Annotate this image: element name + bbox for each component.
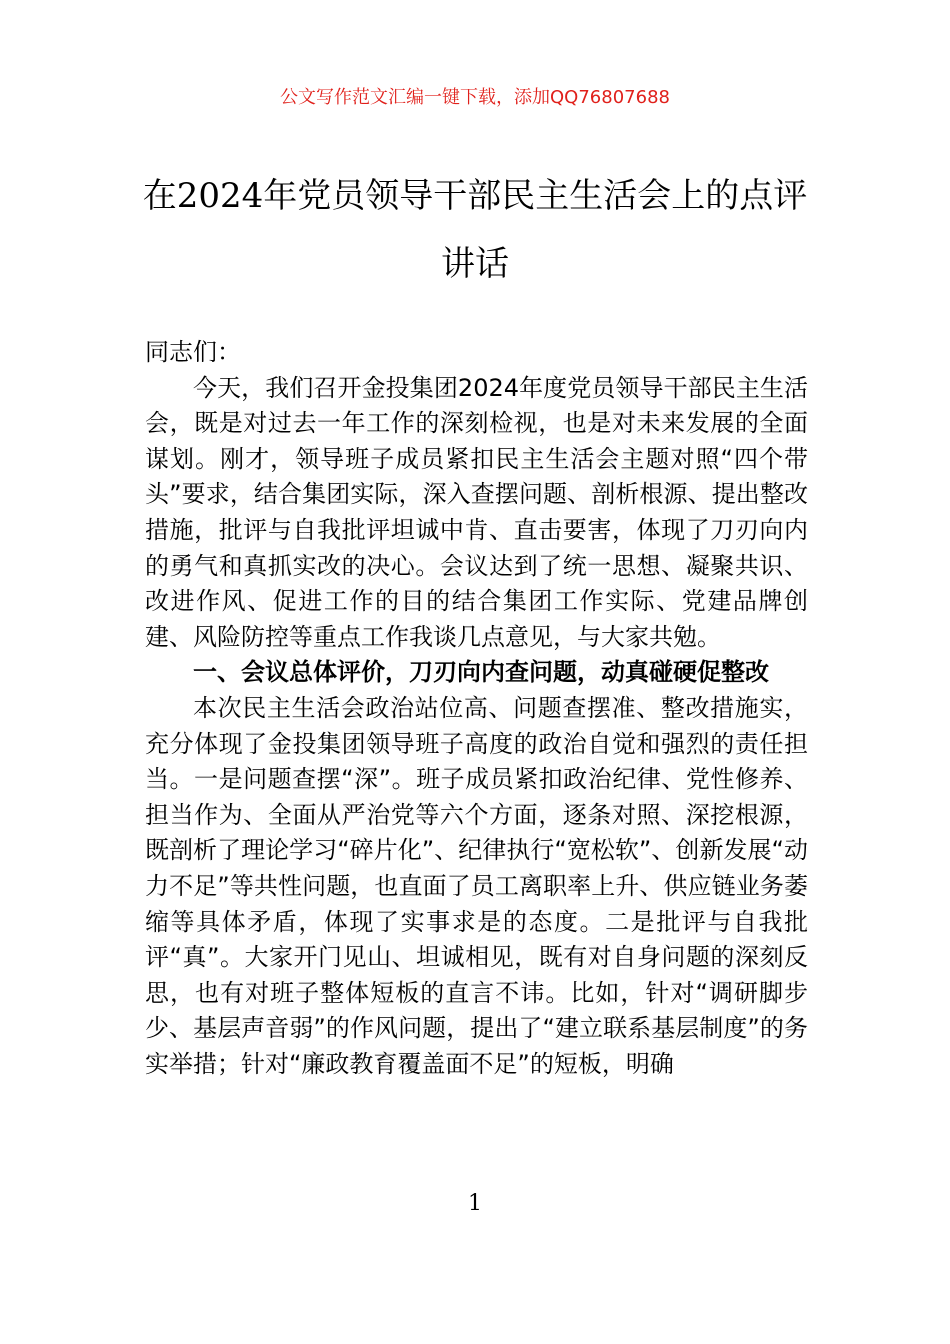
salutation: 同志们：	[145, 338, 241, 366]
section-heading: 一、会议总体评价，刀刃向内查问题，动真碰硬促整改	[193, 658, 769, 687]
document-title: 在2024年党员领导干部民主生活会上的点评讲话	[142, 176, 808, 284]
document-body	[145, 335, 808, 1082]
promo-banner: 公文写作范文汇编一键下载，添加QQ76807688	[280, 87, 670, 108]
page-number: 1	[468, 1191, 482, 1216]
paragraph-evaluation: 本次民主生活会政治站位高、问题查摆准、整改措施实，充分体现了金投集团领导班子高度的政治自觉和强烈的责任担当。一是问题查摆“深”。班子成员紧扣政治纪律、党性修养、担当作为、全面从严治党等六个方面，逐条对照、深挖根源，既剖析了理论学习“碎片化”、纪律执行“宽松软”、创新发展“动力不足”等共性问题，也直面了员工离职率上升、供应链业务萎缩等具体矛盾，体现了实事求是的态度。二是批评与自我批评“真”。大家开门见山、坦诚相见，既有对自身问题的深刻反思，也有对班子整体短板的直言不讳。比如，针对“调研脚步少、基层声音弱”的作风问题，提出了“建立联系基层制度”的务实举措；针对“廉政教育覆盖面不足”的短板，明确	[145, 693, 808, 1078]
paragraph-intro: 今天，我们召开金投集团2024年度党员领导干部民主生活会，既是对过去一年工作的深刻检视，也是对未来发展的全面谋划。刚才，领导班子成员紧扣民主生活会主题对照“四个带头”要求，结合集团实际，深入查摆问题、剖析根源、提出整改措施，批评与自我批评坦诚中肯、直击要害，体现了刀刃向内的勇气和真抓实改的决心。会议达到了统一思想、凝聚共识、改进作风、促进工作的目的结合集团工作实际、党建品牌创建、风险防控等重点工作我谈几点意见，与大家共勉。	[145, 373, 808, 651]
